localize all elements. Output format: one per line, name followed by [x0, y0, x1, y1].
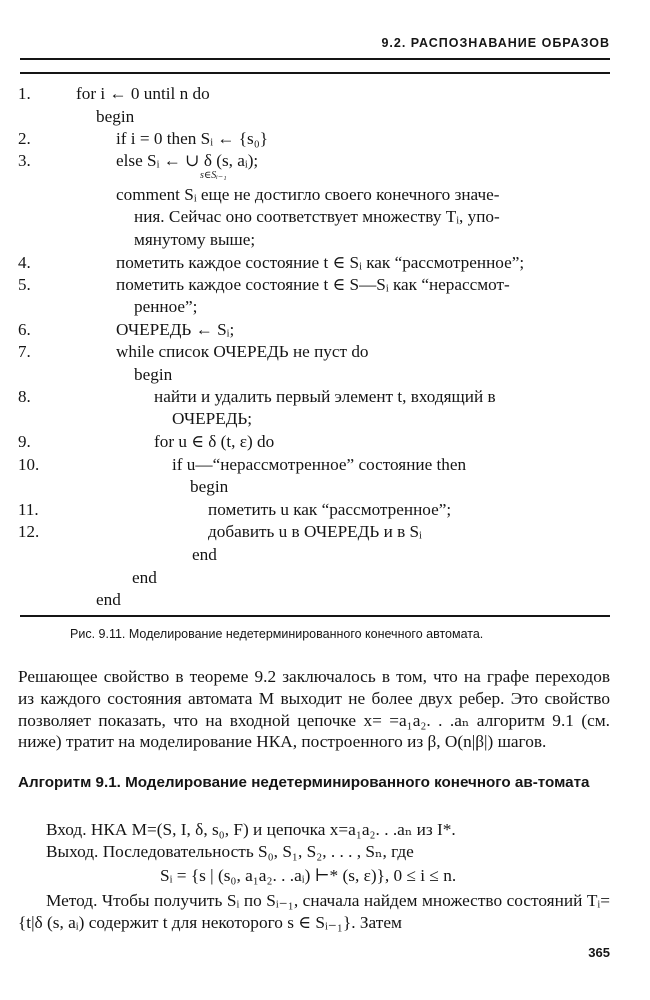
code-line-6: ОЧЕРЕДЬ ← Sᵢ;: [116, 320, 235, 339]
figure-caption: Рис. 9.11. Моделирование недетерминированного конечного автомата.: [70, 627, 484, 641]
input-line: Вход. НКА M=(S, I, δ, s₀, F) и цепочка x=a₁a₂. . .aₙ из I*.: [46, 820, 456, 839]
line-number: 6.: [18, 320, 31, 339]
formula: Sᵢ = {s | (s₀, a₁a₂. . .aᵢ) ⊢* (s, ε)}, 0 ≤ i ≤ n.: [160, 866, 457, 885]
code-line-begin: begin: [96, 107, 135, 126]
figure-bottom-rule: [20, 615, 610, 617]
comment-line-3: мянутому выше;: [134, 230, 256, 249]
line-number: 7.: [18, 342, 31, 361]
line-number: 8.: [18, 387, 31, 406]
line-number: 11.: [18, 500, 39, 519]
code-line-4: пометить каждое состояние t ∈ Sᵢ как “рассмотренное”;: [116, 253, 525, 272]
line-number: 9.: [18, 432, 31, 451]
code-line-8: найти и удалить первый элемент t, входящий в: [154, 387, 496, 406]
body-paragraph: Решающее свойство в теореме 9.2 заключалось в том, что на графе переходов из каждого состояния автомата M выходит не более двух ребер. Это свойство позволяет показать, что на входной цепочке x= =a₁a₂. . .aₙ алгоритм 9.1 (см. ниже) тратит на моделирование НКА, построенного из β, O(n|β|) шагов.: [18, 667, 610, 752]
line-number: 1.: [18, 84, 31, 103]
code-line-7: while список ОЧЕРЕДЬ не пуст do: [116, 342, 369, 361]
line-number: 12.: [18, 522, 40, 541]
code-line-end: end: [192, 545, 217, 564]
figure-top-rule: [20, 72, 610, 74]
code-line-11: пометить u как “рассмотренное”;: [208, 500, 452, 519]
method-paragraph: Метод. Чтобы получить Sᵢ по Sᵢ₋₁, сначала найдем множество состояний Tᵢ={t|δ (s, aᵢ) содержит t для некоторого s ∈ Sᵢ₋₁}. Затем: [18, 891, 610, 932]
output-line: Выход. Последовательность S₀, S₁, S₂, . . . , Sₙ, где: [46, 842, 414, 861]
code-line-10: if u—“нерассмотренное” состояние then: [172, 455, 467, 474]
line-number: 2.: [18, 129, 31, 148]
code-line-begin: begin: [134, 365, 173, 384]
line-number: 10.: [18, 455, 40, 474]
code-line-2: if i = 0 then Sᵢ ← {s₀}: [116, 129, 268, 148]
code-line-12: добавить u в ОЧЕРЕДЬ и в Sᵢ: [208, 522, 422, 541]
line-number: 3.: [18, 151, 31, 170]
union-subscript: s∈Sᵢ₋₁: [200, 170, 227, 181]
code-line-end: end: [96, 590, 121, 609]
code-line-1: for i ← 0 until n do: [76, 84, 210, 103]
code-line-8-cont: ОЧЕРЕДЬ;: [172, 409, 253, 428]
comment-line-1: comment Sᵢ еще не достигло своего конечного значе-: [116, 185, 500, 204]
code-line-3: else Sᵢ ← ∪ δ (s, aᵢ);: [116, 151, 259, 170]
code-line-5-cont: ренное”;: [134, 297, 198, 316]
comment-line-2: ния. Сейчас оно соответствует множеству Tᵢ, упо-: [134, 207, 500, 226]
algorithm-heading: Алгоритм 9.1. Моделирование недетерминированного конечного ав-томата: [18, 774, 590, 791]
code-line-5: пометить каждое состояние t ∈ S—Sᵢ как “нерассмот-: [116, 275, 510, 294]
header-rule: [20, 58, 610, 60]
running-header: 9.2. РАСПОЗНАВАНИЕ ОБРАЗОВ: [381, 36, 610, 50]
code-line-9: for u ∈ δ (t, ε) do: [154, 432, 275, 451]
line-number: 5.: [18, 275, 31, 294]
line-number: 4.: [18, 253, 31, 272]
code-line-begin: begin: [190, 477, 229, 496]
code-line-end: end: [132, 568, 157, 587]
page-number: 365: [588, 945, 610, 960]
